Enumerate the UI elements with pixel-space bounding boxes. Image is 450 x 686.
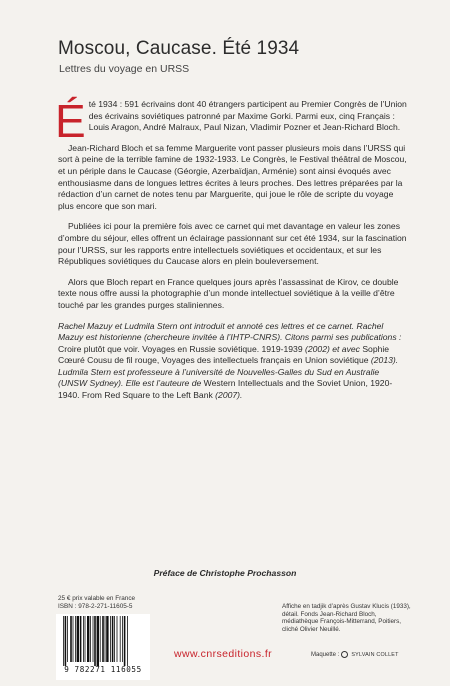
barcode-bar <box>120 616 121 662</box>
maquette-label: Maquette : <box>311 652 340 659</box>
barcode-bar <box>93 616 94 662</box>
drop-cap: É <box>55 95 86 147</box>
barcode-bar <box>63 616 64 666</box>
design-credit <box>311 651 399 658</box>
preface-credit: Préface de Christophe Prochasson <box>153 568 297 578</box>
barcode-bar <box>77 616 79 662</box>
studio-logo-icon <box>341 651 348 658</box>
barcode <box>56 614 150 680</box>
barcode-bar <box>112 616 114 662</box>
isbn-text: ISBN : 978-2-271-11605-5 <box>58 603 133 611</box>
blurb-paragraph-4: Alors que Bloch repart en France quelques jours après l’assassinat de Kirov, ce double texte nous offre aussi la photographie d’un monde intellectuel soviétique à la veille d’être touché par les grandes purges staliniennes. <box>58 276 399 310</box>
barcode-bar <box>87 616 89 662</box>
barcode-bar <box>114 616 115 662</box>
book-subtitle: Lettres du voyage en URSS <box>59 63 190 75</box>
barcode-bar <box>90 616 91 662</box>
barcode-bar <box>106 616 108 662</box>
barcode-bar <box>102 616 104 662</box>
barcode-bar <box>122 616 123 662</box>
studio-name: SYLVAIN COLLET <box>351 652 399 659</box>
barcode-bar <box>73 616 74 662</box>
blurb-paragraph-1: Été 1934 : 591 écrivains dont 40 étrangers participent au Premier Congrès de l’Union des écrivains soviétiques patronné par Maxime Gorki. Parmi eux, cinq Français : Louis Aragon, André Malraux, Paul Nizan, Vladimir Pozner et Jean-Richard Bloch. <box>55 95 407 147</box>
blurb <box>55 95 410 411</box>
barcode-bar <box>97 616 99 666</box>
barcode-bar <box>105 616 106 662</box>
barcode-bar <box>70 616 72 662</box>
barcode-bar <box>94 616 96 666</box>
barcode-bar <box>100 616 101 662</box>
barcode-bar <box>85 616 86 662</box>
blurb-paragraph-2: Jean-Richard Bloch et sa femme Marguerite vont passer plusieurs mois dans l’URSS qui sort à peine de la terrible famine de 1932-1933. Le Congrès, le Festival théâtral de Moscou, et un périple dans le Caucase (Géorgie, Azerbaïdjan, Arménie) sont ainsi évoqués avec enthousiasme dans de longues lettres écrites à leurs proches. Des lettres préparées par la rédaction d’un carnet de notes tenu par Marguerite, qui joue le rôle de scripte du voyage plus encore que son mari. <box>58 142 407 211</box>
authors-note: Rachel Mazuy et Ludmila Stern ont introduit et annoté ces lettres et ce carnet. Rachel Mazuy est historienne (chercheure invitée à l’IHTP-CNRS). Citons parmi ses publications : Croire plutôt que voir. Voyages en Russie soviétique. 1919-1939 (2002) et avec Sophie Cœuré Cousu de fil rouge, Voyages des intellectuels français en Union soviétique (2013). Ludmila Stern est professeure à l’université de Nouvelles-Galles du Sud en Australie (UNSW Sydney). Elle est l’auteure de Western Intellectuals and the Soviet Union, 1920-1940. From Red Square to the Left Bank (2007). <box>58 320 402 401</box>
barcode-bar <box>110 616 111 662</box>
book-title: Moscou, Caucase. Été 1934 <box>58 38 300 59</box>
barcode-bar <box>65 616 67 666</box>
barcode-bars <box>60 616 146 666</box>
barcode-bar <box>117 616 118 662</box>
cover-credits: Affiche en tadjik d’après Gustav Klucis (1933), détail. Fonds Jean-Richard Bloch, médiathèque François-Mitterrand, Poitiers, cliché Olivier Neuillé. <box>282 603 411 633</box>
barcode-bar <box>124 616 126 666</box>
blurb-paragraph-3: Publiées ici pour la première fois avec ce carnet qui met davantage en valeur les zones d’ombre du séjour, elles offrent un éclairage passionnant sur cet été 1934, sur la fascination pour l’URSS, sur les rapports entre intellectuels soviétiques et occidentaux, et sur les Républiques soviétiques du Caucase alors en plein bouleversement. <box>58 221 407 267</box>
barcode-bar <box>80 616 82 662</box>
barcode-bar <box>75 616 76 662</box>
price-isbn <box>58 595 135 612</box>
price-text: 25 € prix valable en France <box>58 595 136 602</box>
barcode-digits: 9 782271 116055 <box>64 665 142 674</box>
barcode-bar <box>127 616 128 666</box>
publisher-website-link[interactable]: www.cnrseditions.fr <box>174 648 273 660</box>
barcode-bar <box>83 616 84 662</box>
barcode-bar <box>67 616 68 662</box>
